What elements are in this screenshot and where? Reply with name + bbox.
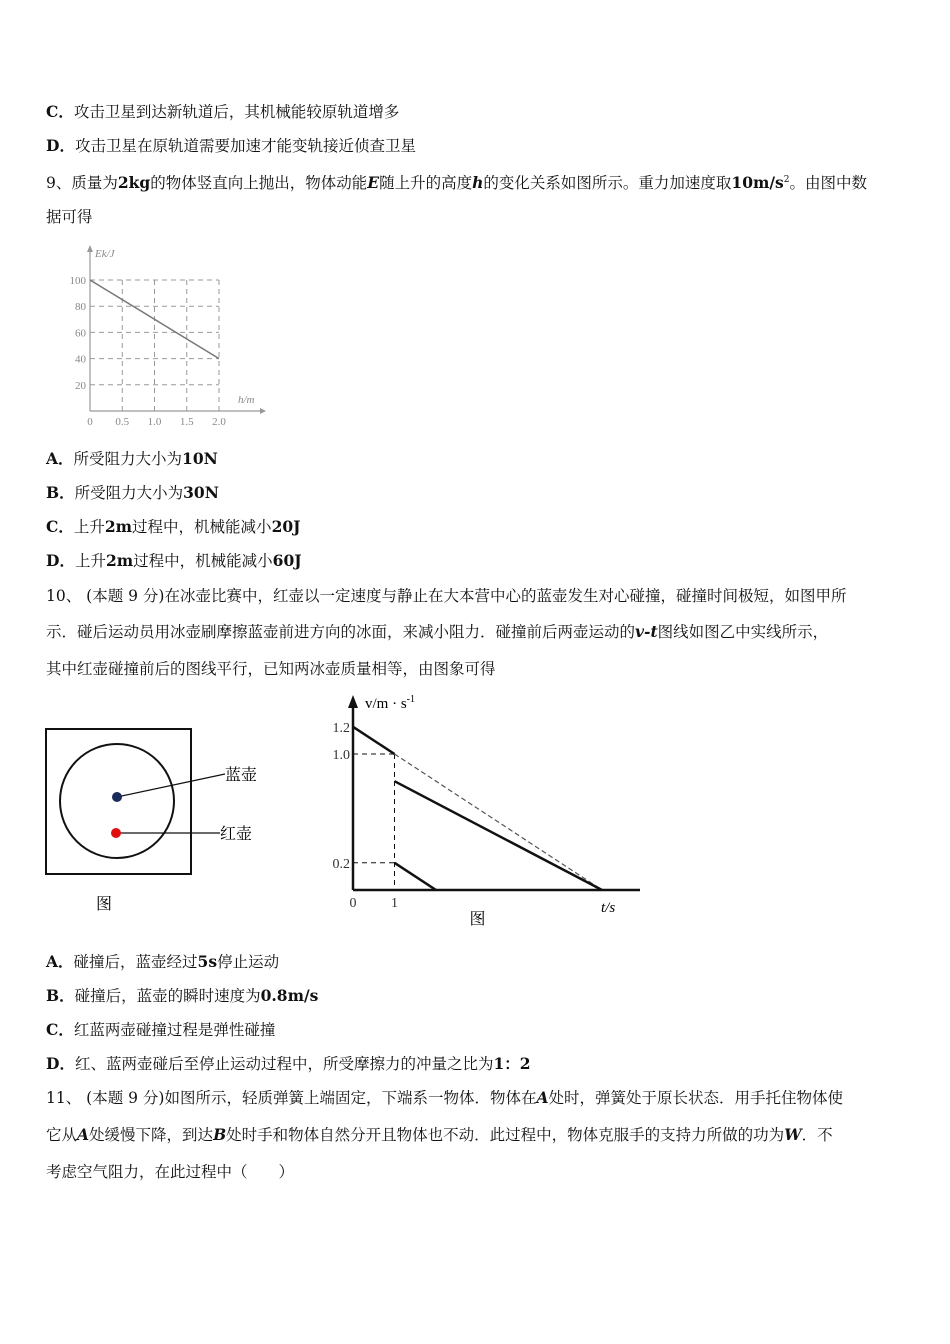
option-text: 攻击卫星在原轨道需要加速才能变轨接近侦查卫星 <box>74 137 416 155</box>
t-tick-label: 1 <box>391 896 398 911</box>
option-value: 10N <box>182 449 218 468</box>
red-stone-label: 红壶 <box>220 826 253 843</box>
blue-leader-line <box>117 774 225 797</box>
y-axis-arrow <box>87 245 93 252</box>
mass-value: 2kg <box>117 173 151 193</box>
option-letter: C． <box>46 102 74 121</box>
series-red-after <box>395 863 437 890</box>
option-value: 1：2 <box>493 1054 531 1073</box>
option-text: 所受阻力大小为 <box>73 450 183 468</box>
y-tick-label: 60 <box>75 327 86 340</box>
q10-option-b <box>46 986 318 1006</box>
q9-option-b <box>46 483 219 503</box>
q10-stem-line2 <box>46 622 828 642</box>
text: 随上升的高度 <box>379 174 473 193</box>
q10-stem-line3: 其中红壶碰撞前后的图线平行，已知两冰壶质量相等，由图象可得 <box>46 660 496 678</box>
option-text: 停止运动 <box>217 953 280 971</box>
curling-diagram <box>40 720 280 920</box>
x-axis-label: h/m <box>238 394 255 406</box>
option-letter: A． <box>46 449 74 468</box>
x-axis-arrow <box>260 408 266 414</box>
option-text: 碰撞后，蓝壶的瞬时速度为 <box>74 987 261 1005</box>
option-letter: D． <box>46 136 75 155</box>
option-letter: C． <box>46 1020 74 1039</box>
q10-stem-line1: 10、 (本题 9 分)在冰壶比赛中，红壶以一定速度与静止在大本营中心的蓝壶发生对心碰撞，碰撞时间极短，如图甲所 <box>46 587 847 605</box>
var-a: A <box>536 1088 549 1107</box>
v-tick-label: 1.0 <box>332 748 350 763</box>
q9-option-a <box>46 449 218 469</box>
option-text: 碰撞后，蓝壶经过 <box>73 953 198 971</box>
vt-chart <box>320 690 640 930</box>
option-letter: D． <box>46 1054 75 1073</box>
option-value: 2m <box>104 517 133 536</box>
x-tick-label: 1.5 <box>179 416 194 428</box>
option-letter: B． <box>46 986 75 1005</box>
var-e: E <box>367 173 380 193</box>
text: 9、质量为 <box>46 174 118 193</box>
text: 处缓慢下降，到达 <box>89 1126 214 1144</box>
text: 11、 (本题 9 分)如图所示，轻质弹簧上端固定，下端系一物体．物体在 <box>46 1089 537 1107</box>
y-tick-label: 20 <box>75 379 86 392</box>
option-letter: C． <box>46 517 74 536</box>
option-text: 红蓝两壶碰撞过程是弹性碰撞 <box>73 1021 276 1039</box>
var-vt: v-t <box>635 622 658 641</box>
text: 示．碰后运动员用冰壶刷摩擦蓝壶前进方向的冰面，来减小阻力．碰撞前后两壶运动的 <box>46 623 636 641</box>
blue-stone-label: 蓝壶 <box>225 767 258 784</box>
text: 处时，弹簧处于原长状态．用手托住物体使 <box>548 1089 844 1107</box>
option-value: 5s <box>197 952 218 971</box>
text: 图线如图乙中实线所示， <box>657 623 829 641</box>
x-tick-label: 0.5 <box>115 416 130 428</box>
q10-option-d <box>46 1054 531 1074</box>
q8-option-d <box>46 136 416 156</box>
t-tick-label: 0 <box>349 896 357 911</box>
option-value: 60J <box>272 551 302 570</box>
option-value: 20J <box>271 517 301 536</box>
q10-option-a <box>46 952 279 972</box>
var-a: A <box>77 1125 90 1144</box>
figure-caption: 图 <box>96 896 113 913</box>
text: ．不 <box>801 1126 833 1144</box>
option-letter: A． <box>46 952 74 971</box>
series-red-before <box>353 727 395 754</box>
option-value: 30N <box>183 483 219 502</box>
v-axis-label-superscript: -1 <box>406 694 416 705</box>
option-text: 过程中，机械能减小 <box>132 518 272 536</box>
option-value: 2m <box>105 551 134 570</box>
series-blue-after <box>395 781 603 890</box>
x-tick-label: 2.0 <box>212 416 226 428</box>
q9-option-c <box>46 517 300 537</box>
x-tick-label: 0 <box>87 416 93 428</box>
red-stone <box>111 828 121 838</box>
blue-stone <box>112 792 122 802</box>
superscript: 2 <box>783 175 790 185</box>
text: 的物体竖直向上抛出，物体动能 <box>150 174 368 193</box>
text: 。由图中数 <box>789 174 868 193</box>
v-tick-label: 0.2 <box>332 856 350 872</box>
text: 处时手和物体自然分开且物体也不动．此过程中，物体克服手的支持力所做的功为 <box>226 1126 785 1144</box>
series-red-extension <box>395 754 603 890</box>
ek-h-chart <box>45 240 275 435</box>
q11-stem-line2 <box>46 1125 833 1145</box>
option-value: 0.8m/s <box>260 986 319 1005</box>
option-letter: B． <box>46 483 75 502</box>
q10-option-c <box>46 1020 275 1040</box>
var-b: B <box>213 1125 227 1144</box>
text: 的变化关系如图所示。重力加速度取 <box>483 174 732 193</box>
v-axis-label-main: v/m · s <box>365 696 407 712</box>
q8-option-c <box>46 102 399 122</box>
y-tick-label: 100 <box>69 275 86 287</box>
v-axis-arrow <box>348 695 358 708</box>
q9-stem-line1 <box>46 170 867 193</box>
option-text: 上升 <box>74 552 106 570</box>
q11-stem-line1 <box>46 1088 843 1108</box>
figure-caption: 图 <box>469 911 486 928</box>
option-text: 上升 <box>73 518 105 536</box>
q11-stem-line3: 考虑空气阻力，在此过程中（ ） <box>46 1163 295 1181</box>
q9-option-d <box>46 551 302 571</box>
text: 它从 <box>46 1126 78 1144</box>
option-text: 红、蓝两壶碰后至停止运动过程中，所受摩擦力的冲量之比为 <box>74 1055 494 1073</box>
g-value: 10m/s <box>731 173 784 193</box>
var-h: h <box>472 173 484 193</box>
y-tick-label: 40 <box>75 353 86 366</box>
x-tick-label: 1.0 <box>147 416 162 428</box>
option-text: 所受阻力大小为 <box>74 484 184 502</box>
v-axis-label <box>365 694 415 712</box>
option-letter: D． <box>46 551 75 570</box>
t-axis-label: t/s <box>601 900 616 916</box>
option-text: 攻击卫星到达新轨道后，其机械能较原轨道增多 <box>73 103 400 121</box>
option-text: 过程中，机械能减小 <box>133 552 273 570</box>
y-tick-label: 80 <box>75 301 86 314</box>
y-axis-label: Ek/J <box>95 248 115 260</box>
q9-stem-line2: 据可得 <box>46 208 93 226</box>
var-w: W <box>784 1125 802 1144</box>
v-tick-label: 1.2 <box>332 720 350 736</box>
